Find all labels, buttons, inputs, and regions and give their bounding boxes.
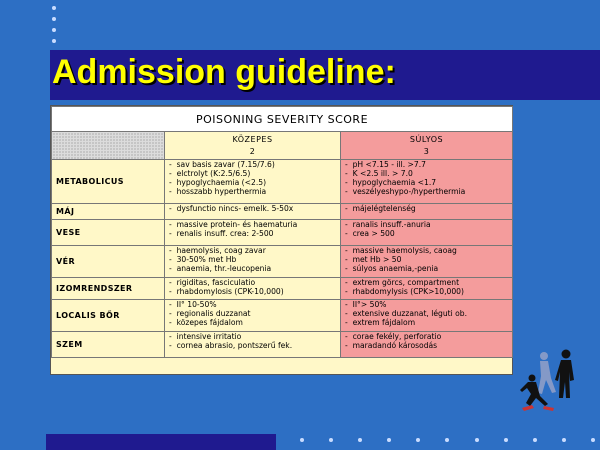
column-level: 3 <box>423 146 430 156</box>
criterion-item: - regionalis duzzanat <box>169 309 336 318</box>
moderate-criteria-list <box>169 278 336 296</box>
severe-criteria-list <box>345 278 508 296</box>
criterion-item: - pH <7.15 - ill. >7.7 <box>345 160 508 169</box>
criterion-item: - ranalis insuff.-anuria <box>345 220 508 229</box>
moderate-cell <box>165 204 341 220</box>
row-label: MÁJ <box>52 204 165 220</box>
moderate-criteria-list <box>169 300 336 327</box>
column-level: 2 <box>249 146 256 156</box>
criterion-item: - súlyos anaemia,-penia <box>345 264 508 273</box>
criterion-item: - massive haemolysis, caoag <box>345 246 508 255</box>
moderate-cell <box>165 278 341 300</box>
row-label: LOCALIS BŐR <box>52 300 165 332</box>
criterion-item: - II° 10-50% <box>169 300 336 309</box>
criterion-item: - hypoglychaemia (<2.5) <box>169 178 336 187</box>
severe-criteria-list <box>345 220 508 238</box>
row-label: METABOLICUS <box>52 160 165 204</box>
column-name: SÚLYOS <box>409 134 444 144</box>
moderate-criteria-list <box>169 220 336 238</box>
criterion-item: - met Hb > 50 <box>345 255 508 264</box>
severe-criteria-list <box>345 160 508 196</box>
moderate-criteria-list <box>169 246 336 273</box>
criterion-item: - haemolysis, coag zavar <box>169 246 336 255</box>
severity-table <box>51 106 513 358</box>
severe-cell <box>341 278 513 300</box>
criterion-item: - cornea abrasio, pontszerű fek. <box>169 341 336 350</box>
criterion-item: - rhabdomylosis (CPK-10,000) <box>169 287 336 296</box>
moderate-cell <box>165 332 341 358</box>
criterion-item: - renalis insuff. crea: 2-500 <box>169 229 336 238</box>
criterion-item: - extrem görcs, compartment <box>345 278 508 287</box>
criterion-item: - anaemia, thr.-leucopenia <box>169 264 336 273</box>
decorative-dots-bottom <box>300 438 595 442</box>
moderate-cell <box>165 160 341 204</box>
column-header-severe <box>341 132 513 160</box>
row-label: VESE <box>52 220 165 246</box>
bottom-bar <box>46 434 276 450</box>
criterion-item: - májelégtelenség <box>345 204 508 213</box>
severe-cell <box>341 220 513 246</box>
table-row <box>52 220 513 246</box>
severity-table-container <box>50 105 513 375</box>
criterion-item: - intensive irritatio <box>169 332 336 341</box>
table-row <box>52 204 513 220</box>
table-row <box>52 160 513 204</box>
table-row <box>52 278 513 300</box>
row-label: VÉR <box>52 246 165 278</box>
runners-clipart-icon <box>518 348 580 414</box>
severe-cell <box>341 204 513 220</box>
table-header: POISONING SEVERITY SCORE <box>52 107 513 132</box>
criterion-item: - crea > 500 <box>345 229 508 238</box>
moderate-criteria-list <box>169 204 336 213</box>
row-label: IZOMRENDSZER <box>52 278 165 300</box>
moderate-cell <box>165 300 341 332</box>
criterion-item: - elctrolyt (K:2.5/6.5) <box>169 169 336 178</box>
criterion-item: - II°> 50% <box>345 300 508 309</box>
column-name: KÖZEPES <box>232 134 273 144</box>
row-label: SZEM <box>52 332 165 358</box>
criterion-item: - extrem fájdalom <box>345 318 508 327</box>
criterion-item: - hosszabb hyperthermia <box>169 187 336 196</box>
slide-title: Admission guideline: <box>52 53 396 91</box>
moderate-criteria-list <box>169 332 336 350</box>
moderate-cell <box>165 246 341 278</box>
table-row <box>52 332 513 358</box>
criterion-item: - sav basis zavar (7.15/7.6) <box>169 160 336 169</box>
criterion-item: - 30-50% met Hb <box>169 255 336 264</box>
severe-cell <box>341 246 513 278</box>
severe-cell <box>341 160 513 204</box>
criterion-item: - K <2.5 ill. > 7.0 <box>345 169 508 178</box>
criterion-item: - közepes fájdalom <box>169 318 336 327</box>
criterion-item: - corae fekély, perforatio <box>345 332 508 341</box>
column-header-moderate <box>165 132 341 160</box>
criterion-item: - massive protein- és haematuria <box>169 220 336 229</box>
severe-cell <box>341 332 513 358</box>
criterion-item: - hypoglychaemia <1.7 <box>345 178 508 187</box>
moderate-cell <box>165 220 341 246</box>
criterion-item: - dysfunctio nincs- emelk. 5-50x <box>169 204 336 213</box>
severe-criteria-list <box>345 204 508 213</box>
criterion-item: - veszélyeshypo-/hyperthermia <box>345 187 508 196</box>
severe-criteria-list <box>345 246 508 273</box>
criterion-item: - maradandó károsodás <box>345 341 508 350</box>
severe-criteria-list <box>345 332 508 350</box>
hatched-corner <box>52 132 165 160</box>
table-row <box>52 300 513 332</box>
criterion-item: - extensive duzzanat, léguti ob. <box>345 309 508 318</box>
severe-criteria-list <box>345 300 508 327</box>
criterion-item: - rigiditas, fasciculatio <box>169 278 336 287</box>
severe-cell <box>341 300 513 332</box>
moderate-criteria-list <box>169 160 336 196</box>
criterion-item: - rhabdomylysis (CPK>10,000) <box>345 287 508 296</box>
table-row <box>52 246 513 278</box>
